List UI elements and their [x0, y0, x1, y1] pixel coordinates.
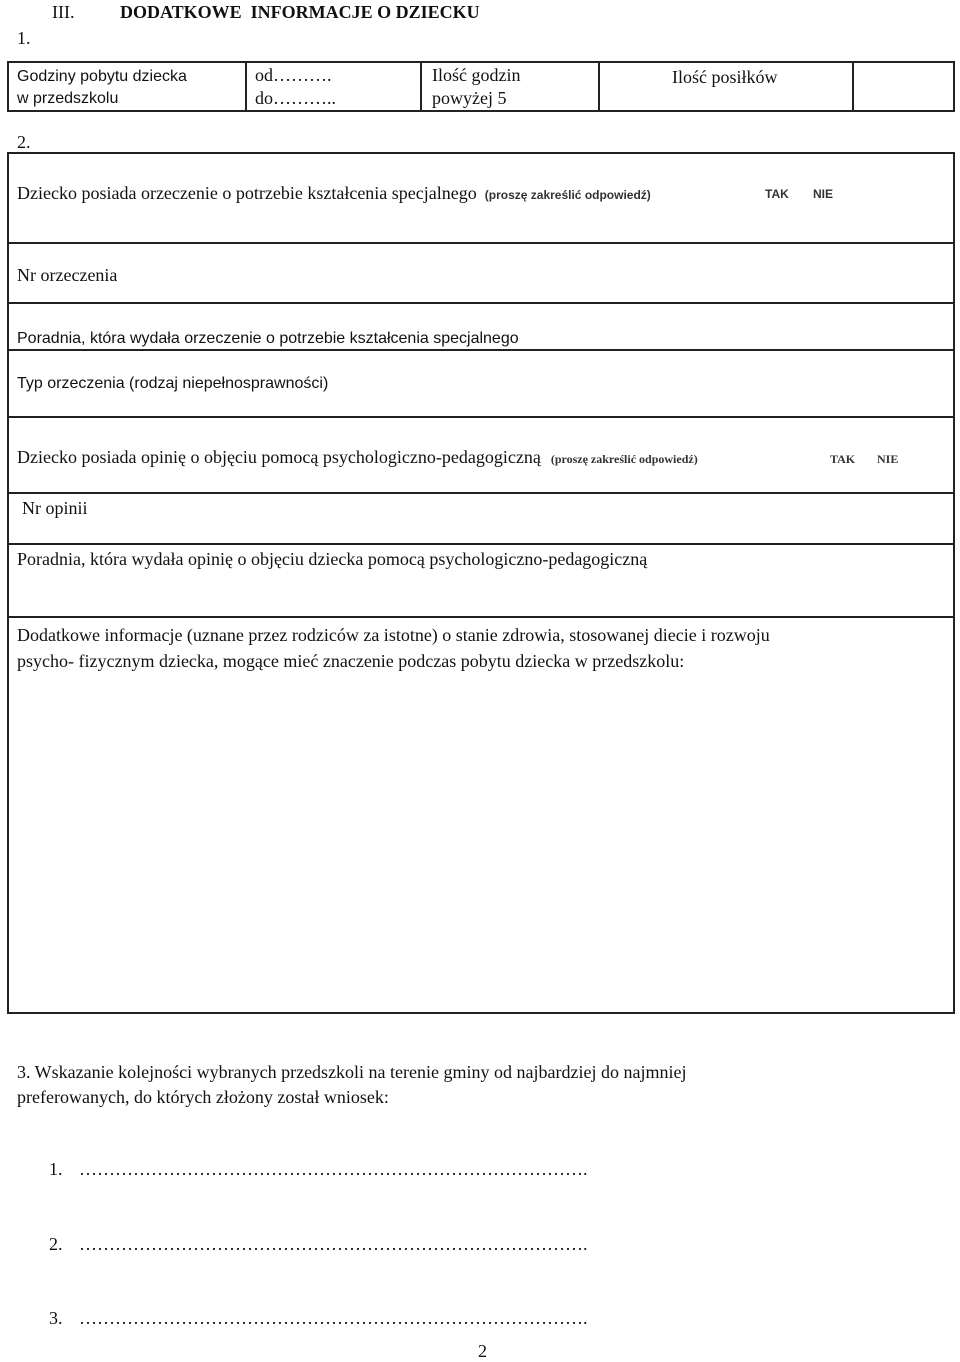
hours-over-five-label: Ilość godzin powyżej 5 [432, 65, 521, 108]
special-education-yes-option[interactable]: TAK [765, 187, 789, 201]
additional-info-field[interactable] [10, 680, 950, 1008]
hours-from-field: od………. [255, 65, 332, 85]
opinion-yes-option[interactable]: TAK [830, 452, 856, 466]
additional-info-label: Dodatkowe informacje (uznane przez rodziców za istotne) o stanie zdrowia, stosowanej diecie i rozwoju psycho- fizycznym dziecka, mogące mieć znaczenie podczas pobytu dziecka w przedszkolu: [17, 625, 770, 671]
special-education-instruction: (proszę zakreślić odpowiedź) [484, 188, 651, 202]
opinion-statement: Dziecko posiada opinię o objęciu pomocą psychologiczno-pedagogiczną [17, 447, 541, 467]
hours-from-to-field[interactable] [255, 64, 336, 110]
opinion-row [17, 446, 698, 468]
special-education-no-option[interactable]: NIE [813, 187, 834, 201]
opinion-number-label: Nr opinii [22, 498, 88, 518]
certificate-type-label: Typ orzeczenia (rodzaj niepełnosprawności) [17, 375, 329, 392]
hours-to-field: do……….. [255, 88, 336, 108]
preschool-choice-1[interactable]: 1. …………………………………………………………………………. [49, 1159, 588, 1179]
section-roman-numeral: III. [52, 2, 75, 22]
section-number: 1. [17, 28, 31, 48]
page-number: 2 [478, 1341, 487, 1361]
section-title: DODATKOWE INFORMACJE O DZIECKU [120, 2, 480, 22]
special-education-row [17, 182, 651, 204]
preschool-choice-3[interactable]: 3. …………………………………………………………………………. [49, 1308, 588, 1328]
certificate-number-label: Nr orzeczenia [17, 265, 118, 285]
preschool-choice-2[interactable]: 2. …………………………………………………………………………. [49, 1234, 588, 1254]
meals-count-field[interactable] [855, 63, 952, 109]
opinion-clinic-field[interactable] [10, 574, 950, 614]
certificate-type-field[interactable] [10, 396, 950, 414]
preschool-preference-label: 3. Wskazanie kolejności wybranych przedszkoli na terenie gminy od najbardziej do najmniej preferowanych, do których złożony został wniosek: [17, 1062, 687, 1107]
stay-hours-label: Godziny pobytu dziecka w przedszkolu [17, 68, 187, 107]
opinion-number-field[interactable] [110, 496, 950, 540]
opinion-no-option[interactable]: NIE [877, 452, 899, 466]
opinion-instruction: (proszę zakreślić odpowiedź) [550, 452, 698, 466]
special-education-statement: Dziecko posiada orzeczenie o potrzebie kształcenia specjalnego [17, 183, 477, 203]
item-2-number: 2. [17, 132, 31, 152]
certificate-number-field[interactable] [140, 246, 950, 298]
opinion-clinic-label: Poradnia, która wydała opinię o objęciu dziecka pomocą psychologiczno-pedagogiczną [17, 549, 648, 569]
meals-count-label: Ilość posiłków [672, 67, 778, 87]
certificate-clinic-label: Poradnia, która wydała orzeczenie o potrzebie kształcenia specjalnego [17, 330, 519, 347]
